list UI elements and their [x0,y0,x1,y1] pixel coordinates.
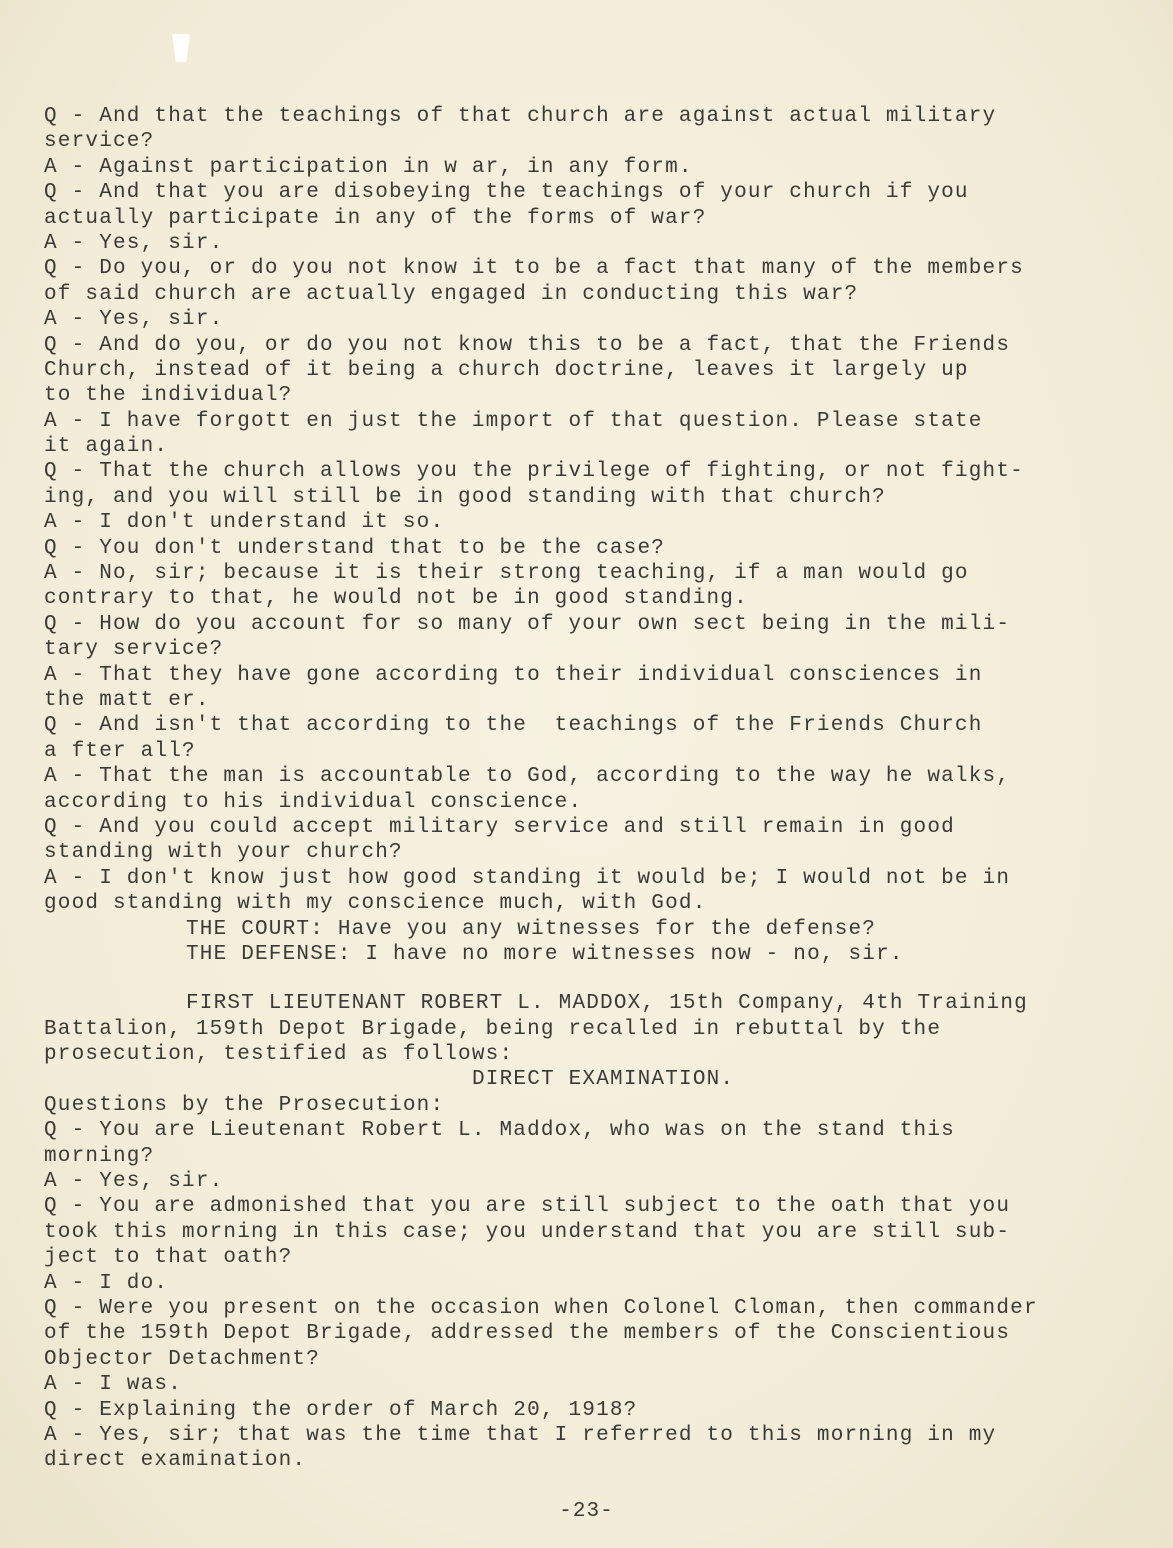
testimony-line: Q - And isn't that according to the teachings of the Friends Church [44,714,983,738]
testimony-line: A - That they have gone according to their individual consciences in [44,663,983,687]
testimony-line: A - Yes, sir; that was the time that I referred to this morning in my [44,1423,997,1447]
testimony-line: A - Yes, sir. [44,308,224,332]
testimony-line: a fter all? [44,739,196,763]
testimony-body [44,104,1134,1474]
testimony-line: Questions by the Prosecution: [44,1093,445,1117]
testimony-line: A - Yes, sir. [44,1170,224,1194]
testimony-line: Q - You are admonished that you are still subject to the oath that you [44,1195,1011,1219]
court-question: THE COURT: Have you any witnesses for the defense? [186,917,877,941]
witness-intro-line: FIRST LIEUTENANT ROBERT L. MADDOX, 15th Company, 4th Training [186,992,1028,1016]
testimony-line: the matt er. [44,688,210,712]
testimony-line: Q - How do you account for so many of your own sect being in the mili- [44,612,1011,636]
testimony-line: A - I don't know just how good standing it would be; I would not be in [44,866,1011,890]
testimony-line: to the individual? [44,384,293,408]
testimony-line: Q - And you could accept military service and still remain in good [44,815,955,839]
testimony-line: A - I have forgott en just the import of that question. Please state [44,409,983,433]
testimony-line: Q - You are Lieutenant Robert L. Maddox, who was on the stand this [44,1119,955,1143]
testimony-line: of said church are actually engaged in conducting this war? [44,282,859,306]
testimony-block-1 [44,104,1134,917]
testimony-line: ing, and you will still be in good standing with that church? [44,485,886,509]
testimony-line: Church, instead of it being a church doctrine, leaves it largely up [44,358,969,382]
testimony-line: service? [44,130,155,154]
witness-intro-line: prosecution, testified as follows: [44,1043,514,1067]
testimony-line: morning? [44,1144,155,1168]
testimony-line: Q - Were you present on the occasion when Colonel Cloman, then commander [44,1296,1038,1320]
testimony-line: took this morning in this case; you understand that you are still sub- [44,1220,1011,1244]
testimony-line: A - I do. [44,1271,169,1295]
testimony-line: contrary to that, he would not be in good standing. [44,587,748,611]
defense-answer: THE DEFENSE: I have no more witnesses now - no, sir. [186,942,904,966]
testimony-line: Q - That the church allows you the privilege of fighting, or not fight- [44,460,1024,484]
testimony-line: Q - You don't understand that to be the case? [44,536,666,560]
testimony-line: Q - And do you, or do you not know this to be a fact, that the Friends [44,333,1011,357]
testimony-line: A - I was. [44,1373,183,1397]
testimony-line: A - That the man is accountable to God, according to the way he walks, [44,765,1011,789]
testimony-line: good standing with my conscience much, with God. [44,892,707,916]
paper-tab-mark [172,34,190,62]
section-heading: DIRECT EXAMINATION. [472,1068,735,1092]
testimony-line: Q - And that you are disobeying the teachings of your church if you [44,181,969,205]
testimony-line: A - I don't understand it so. [44,511,445,535]
testimony-line: ject to that oath? [44,1246,293,1270]
witness-introduction [44,991,1134,1067]
testimony-line: according to his individual conscience. [44,790,583,814]
testimony-line: Q - Explaining the order of March 20, 1918? [44,1398,638,1422]
testimony-block-2 [44,1093,1134,1474]
testimony-line: standing with your church? [44,841,403,865]
testimony-line: Q - And that the teachings of that church are against actual military [44,105,997,128]
testimony-line: of the 159th Depot Brigade, addressed the members of the Conscientious [44,1322,1011,1346]
testimony-line: A - Yes, sir. [44,231,224,255]
testimony-line: it again. [44,435,169,459]
testimony-line: actually participate in any of the forms of war? [44,206,707,230]
testimony-line: Objector Detachment? [44,1347,321,1371]
testimony-line: direct examination. [44,1449,307,1473]
testimony-line: Q - Do you, or do you not know it to be a fact that many of the members [44,257,1024,281]
testimony-line: tary service? [44,638,224,662]
testimony-line: A - No, sir; because it is their strong teaching, if a man would go [44,562,969,586]
page-number: -23- [559,1500,614,1523]
testimony-line: A - Against participation in w ar, in any form. [44,155,693,179]
witness-intro-line: Battalion, 159th Depot Brigade, being recalled in rebuttal by the [44,1017,942,1041]
